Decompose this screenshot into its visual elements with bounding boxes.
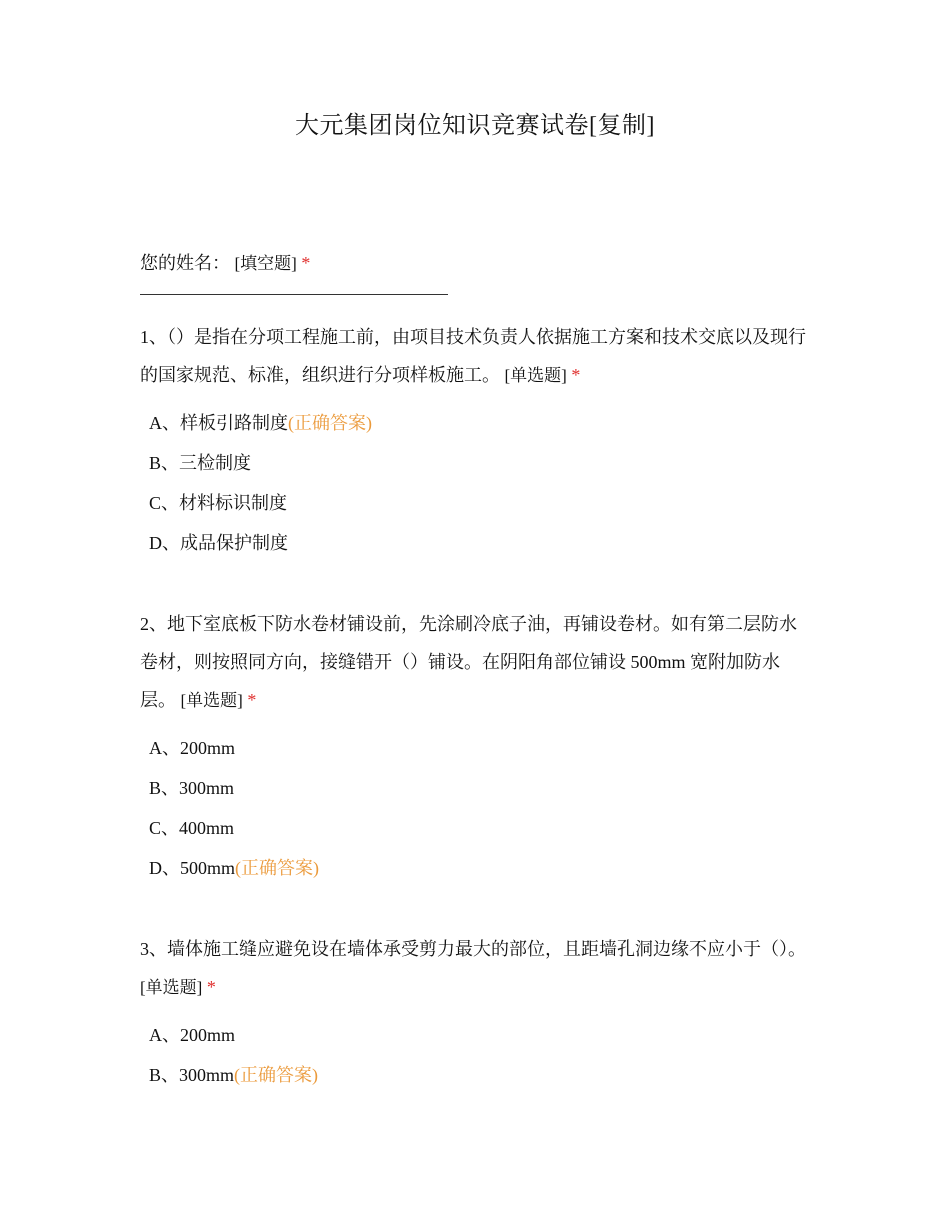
- option-a[interactable]: [140, 1015, 808, 1055]
- option-label: B、: [149, 778, 180, 798]
- question-number: 1、: [140, 327, 167, 347]
- correct-answer-tag: (正确答案): [234, 1065, 319, 1085]
- question-2: [140, 605, 808, 720]
- option-label: A、: [149, 1025, 180, 1045]
- question-type: [单选题]: [180, 691, 243, 710]
- question-type: [单选题]: [504, 366, 567, 385]
- option-d[interactable]: [140, 848, 808, 888]
- required-mark: *: [301, 253, 311, 273]
- question-number: 2、: [140, 614, 167, 634]
- option-text: 300mm: [179, 1065, 235, 1085]
- option-label: C、: [149, 493, 180, 513]
- required-mark: *: [571, 365, 581, 385]
- name-question: [140, 248, 808, 279]
- name-question-label: 您的姓名：: [140, 253, 230, 273]
- option-text: 500mm: [180, 858, 236, 878]
- option-b[interactable]: [140, 443, 808, 483]
- correct-answer-tag: (正确答案): [288, 413, 372, 433]
- option-b[interactable]: [140, 768, 808, 808]
- question-1: [140, 318, 808, 395]
- option-text: 200mm: [180, 738, 236, 758]
- question-3: [140, 930, 808, 1007]
- option-label: A、: [149, 413, 180, 433]
- page-title: 大元集团岗位知识竞赛试卷[复制]: [295, 113, 655, 139]
- option-label: D、: [149, 533, 180, 553]
- option-a[interactable]: [140, 728, 808, 768]
- name-answer-blank[interactable]: [140, 294, 448, 295]
- question-text: （）是指在分项工程施工前，由项目技术负责人依据施工方案和技术交底以及现行的国家规范、标准，组织进行分项样板施工。: [140, 327, 806, 385]
- survey-content: [140, 248, 808, 1095]
- option-label: B、: [149, 453, 180, 473]
- question-text: 地下室底板下防水卷材铺设前，先涂刷冷底子油，再铺设卷材。如有第二层防水卷材，则按照同方向，接缝错开（）铺设。在阴阳角部位铺设 500mm 宽附加防水层。: [140, 614, 797, 710]
- question-3-options: [140, 1015, 808, 1095]
- option-text: 材料标识制度: [179, 493, 288, 513]
- option-text: 样板引路制度: [180, 413, 288, 433]
- option-label: B、: [149, 1065, 180, 1085]
- option-label: C、: [149, 818, 180, 838]
- option-a[interactable]: [140, 403, 808, 443]
- option-c[interactable]: [140, 483, 808, 523]
- correct-answer-tag: (正确答案): [235, 858, 320, 878]
- required-mark: *: [206, 977, 216, 997]
- option-d[interactable]: [140, 523, 808, 563]
- option-b[interactable]: [140, 1055, 808, 1095]
- question-1-options: [140, 403, 808, 563]
- option-text: 400mm: [179, 818, 235, 838]
- question-text: 墙体施工缝应避免设在墙体承受剪力最大的部位，且距墙孔洞边缘不应小于（）。: [167, 939, 806, 959]
- question-number: 3、: [140, 939, 167, 959]
- question-type: [单选题]: [140, 978, 203, 997]
- option-text: 成品保护制度: [180, 533, 288, 553]
- question-2-options: [140, 728, 808, 888]
- name-question-type: [填空题]: [234, 254, 297, 273]
- option-text: 200mm: [180, 1025, 236, 1045]
- option-text: 300mm: [179, 778, 235, 798]
- option-text: 三检制度: [179, 453, 252, 473]
- option-label: D、: [149, 858, 180, 878]
- required-mark: *: [247, 690, 257, 710]
- option-c[interactable]: [140, 808, 808, 848]
- option-label: A、: [149, 738, 180, 758]
